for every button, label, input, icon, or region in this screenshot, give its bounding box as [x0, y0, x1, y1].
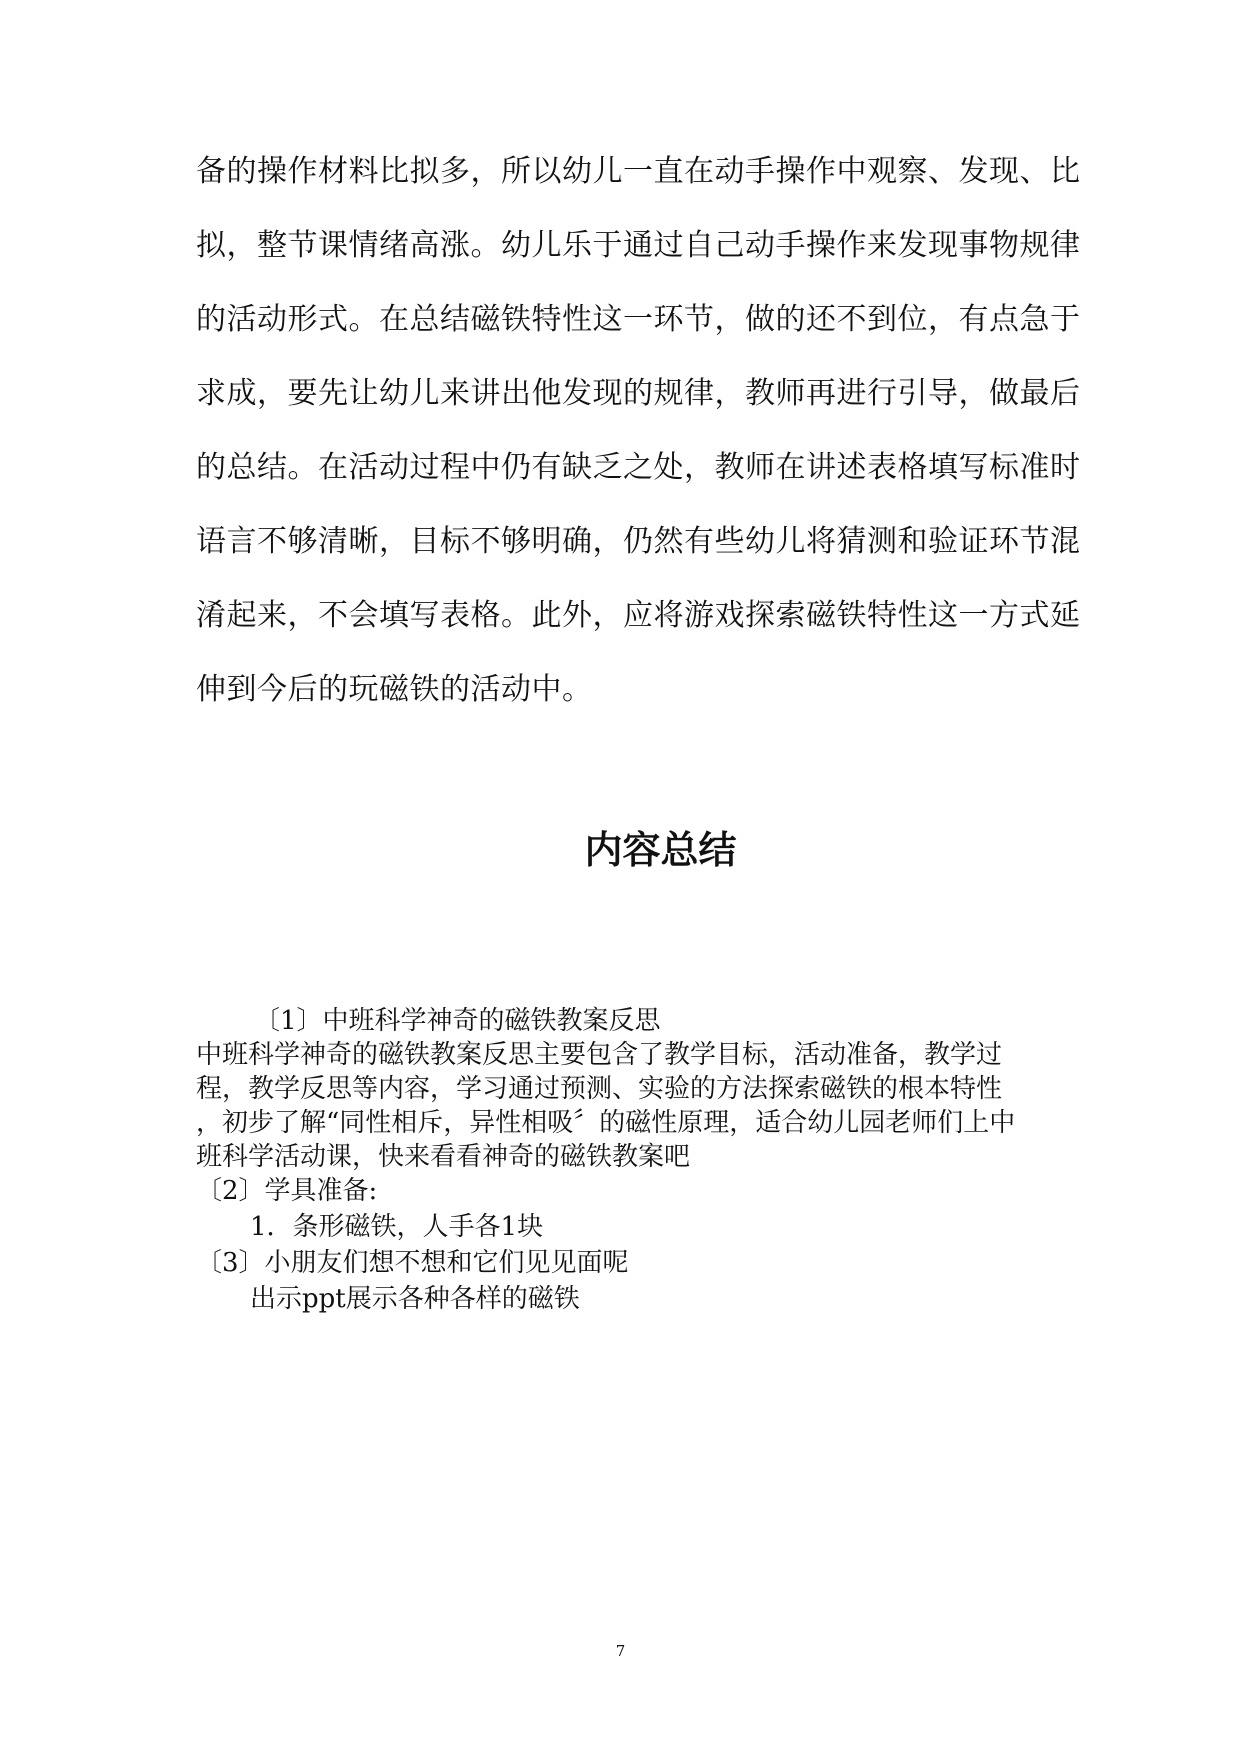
summary-line: 〔1〕中班科学神奇的磁铁教案反思 — [254, 1006, 661, 1036]
summary-line: 程，教学反思等内容，学习通过预测、实验的方法探索磁铁的根本特性 — [196, 1074, 1003, 1104]
page-number: 7 — [615, 1642, 626, 1660]
summary-line: 〔3〕小朋友们想不想和它们见见面呢 — [196, 1248, 629, 1278]
body-paragraph-line: 淆起来，不会填写表格。此外，应将游戏探索磁铁特性这一方式延 — [196, 598, 1081, 633]
body-paragraph-line: 的总结。在活动过程中仍有缺乏之处，教师在讲述表格填写标准时 — [196, 450, 1081, 485]
summary-line: 1．条形磁铁，人手各1块 — [250, 1212, 544, 1242]
body-paragraph-line: 求成，要先让幼儿来讲出他发现的规律，教师再进行引导，做最后 — [196, 376, 1081, 411]
body-paragraph-line: 伸到今后的玩磁铁的活动中。 — [196, 672, 593, 707]
body-paragraph-line: 的活动形式。在总结磁铁特性这一环节，做的还不到位，有点急于 — [196, 302, 1081, 337]
summary-line: 班科学活动课，快来看看神奇的磁铁教案吧 — [196, 1142, 691, 1172]
body-paragraph-line: 备的操作材料比拟多，所以幼儿一直在动手操作中观察、发现、比 — [196, 154, 1081, 189]
summary-line: 中班科学神奇的磁铁教案反思主要包含了教学目标，活动准备，教学过 — [196, 1040, 1003, 1070]
summary-line: 出示ppt展示各种各样的磁铁 — [250, 1284, 580, 1314]
summary-line: 〔2〕学具准备: — [196, 1176, 378, 1206]
summary-line: ，初步了解“同性相斥，异性相吸〞的磁性原理，适合幼儿园老师们上中 — [196, 1108, 1016, 1138]
body-paragraph-line: 拟，整节课情绪高涨。幼儿乐于通过自己动手操作来发现事物规律 — [196, 228, 1081, 263]
body-paragraph-line: 语言不够清晰，目标不够明确，仍然有些幼儿将猜测和验证环节混 — [196, 524, 1081, 559]
section-title: 内容总结 — [584, 828, 737, 872]
